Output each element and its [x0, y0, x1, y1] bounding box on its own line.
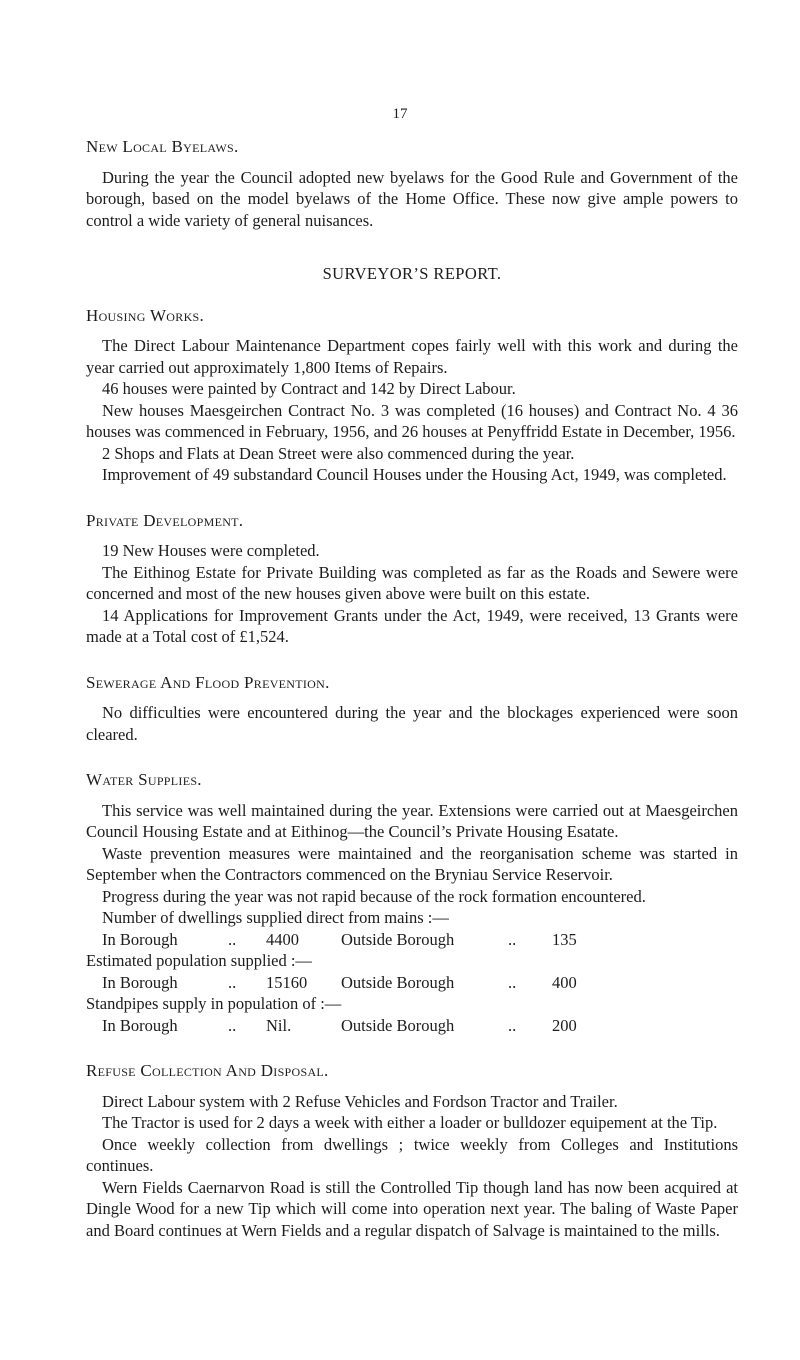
section-private-development	[86, 510, 738, 648]
paragraph: 19 New Houses were completed.	[102, 541, 320, 560]
paragraph: The Tractor is used for 2 days a week with either a loader or bulldozer equipement at the Tip.	[102, 1113, 718, 1132]
paragraph: This service was well maintained during the year. Extensions were carried out at Maesgeirchen Council Housing Estate and at Eithinog—the Council’s Private Housing Esatate.	[86, 800, 738, 841]
stats-label-dwellings: Number of dwellings supplied direct from mains :—	[102, 908, 449, 927]
stat-leader-dots: ..	[508, 1015, 517, 1035]
page-content	[86, 136, 738, 1265]
paragraph: During the year the Council adopted new byelaws for the Good Rule and Government of the borough, based on the model byelaws of the Home Office. These now give ample powers to control a wide variety of general nuisances.	[86, 167, 738, 230]
section-heading: Water Supplies.	[86, 770, 202, 789]
section-sewerage	[86, 672, 738, 746]
stats-label-population: Estimated population supplied :—	[86, 951, 312, 970]
report-title: SURVEYOR’S REPORT.	[322, 264, 502, 283]
stat-leader-dots: ..	[508, 972, 517, 992]
paragraph: The Eithinog Estate for Private Building was completed as far as the Roads and Sewere were concerned and most of the new houses given above were built on this estate.	[86, 562, 738, 603]
stats-row-population	[86, 972, 738, 994]
stat-outside-value: 135	[552, 929, 577, 949]
paragraph: Progress during the year was not rapid because of the rock formation encountered.	[102, 886, 646, 906]
stat-outside-label: Outside Borough	[341, 929, 455, 949]
paragraph: The Direct Labour Maintenance Department copes fairly well with this work and during the year carried out approximately 1,800 Items of Repairs.	[86, 336, 738, 377]
stats-row-dwellings	[86, 929, 738, 951]
section-heading: Sewerage And Flood Prevention.	[86, 672, 330, 692]
stat-leader-dots: ..	[228, 972, 237, 992]
stat-inside-label: In Borough	[102, 1015, 178, 1035]
paragraph: Waste prevention measures were maintained and the reorganisation scheme was started in September when the Contractors commenced on the Bryniau Service Reservoir.	[86, 843, 738, 884]
section-water-supplies	[86, 769, 738, 1036]
stat-outside-value: 400	[552, 972, 577, 992]
stat-inside-label: In Borough	[102, 972, 178, 992]
paragraph: 14 Applications for Improvement Grants under the Act, 1949, were received, 13 Grants were made at a Total cost of £1,524.	[86, 605, 738, 646]
stats-label-standpipes: Standpipes supply in population of :—	[86, 994, 342, 1013]
section-heading: Refuse Collection And Disposal.	[86, 1061, 329, 1080]
stat-inside-value: 15160	[266, 972, 308, 992]
stat-outside-value: 200	[552, 1015, 577, 1035]
paragraph: No difficulties were encountered during the year and the blockages experienced were soon cleared.	[86, 703, 738, 744]
paragraph: Once weekly collection from dwellings ; twice weekly from Colleges and Institutions continues.	[86, 1134, 738, 1175]
paragraph: New houses Maesgeirchen Contract No. 3 was completed (16 houses) and Contract No. 4 36 houses was commenced in February, 1956, and 26 houses at Penyffridd Estate in December, 1956.	[86, 400, 738, 441]
stat-leader-dots: ..	[508, 929, 517, 949]
section-heading: Housing Works.	[86, 305, 205, 325]
section-refuse	[86, 1060, 738, 1241]
stats-row-standpipes	[86, 1015, 738, 1037]
section-heading: New Local Byelaws.	[86, 137, 239, 156]
section-housing-works	[86, 305, 738, 486]
stat-inside-value: 4400	[266, 929, 299, 949]
stat-outside-label: Outside Borough	[341, 1015, 455, 1035]
stat-leader-dots: ..	[228, 929, 237, 949]
stat-leader-dots: ..	[228, 1015, 237, 1035]
section-new-byelaws	[86, 136, 738, 231]
stat-inside-label: In Borough	[102, 929, 178, 949]
stat-inside-value: Nil.	[266, 1015, 292, 1035]
page-number: 17	[392, 106, 408, 122]
paragraph: Improvement of 49 substandard Council Houses under the Housing Act, 1949, was completed.	[102, 465, 727, 484]
paragraph: 46 houses were painted by Contract and 142 by Direct Labour.	[102, 379, 516, 398]
paragraph: Direct Labour system with 2 Refuse Vehicles and Fordson Tractor and Trailer.	[102, 1091, 618, 1111]
section-heading: Private Development.	[86, 510, 244, 530]
paragraph: Wern Fields Caernarvon Road is still the Controlled Tip though land has now been acquired at Dingle Wood for a new Tip which will come into operation next year. The baling of Waste Paper and Board continues at Wern Fields and a regular dispatch of Salvage is maintained to the mills.	[86, 1177, 738, 1240]
paragraph: 2 Shops and Flats at Dean Street were also commenced during the year.	[102, 443, 575, 463]
stat-outside-label: Outside Borough	[341, 972, 455, 992]
